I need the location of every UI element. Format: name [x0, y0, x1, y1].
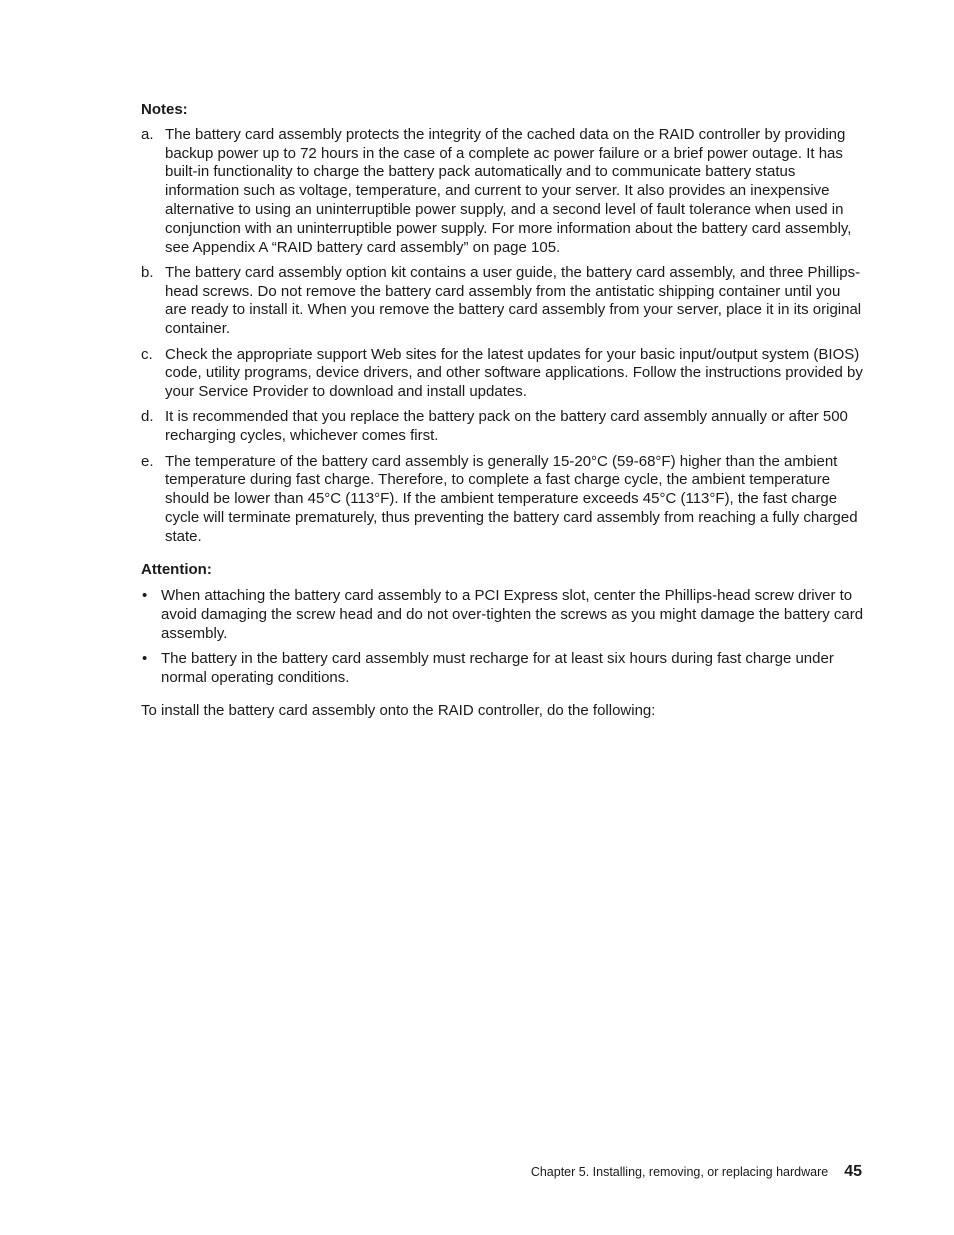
note-text: The battery card assembly protects the integrity of the cached data on the RAID controller by providing backup power up to 72 hours in the case of a complete ac power failure or a brief power outage. It has built-in functionality to charge the battery pack automatically and to communicate battery status information such as voltage, temperature, and current to your server. It also provides an inexpensive alternative to using an uninterruptible power supply, and a second level of fault tolerance when used in conjunction with an uninterruptible power supply. For more information about the battery card assembly, see Appendix A “RAID battery card assembly” on page 105. — [165, 125, 852, 256]
attention-text: When attaching the battery card assembly to a PCI Express slot, center the Phillips-head screw driver to avoid damaging the screw head and do not over-tighten the screws as you might damage the battery card assembly. — [161, 587, 864, 642]
note-marker: d. — [141, 408, 154, 426]
note-item-d — [141, 408, 865, 446]
note-item-c — [141, 346, 865, 402]
attention-item — [141, 650, 865, 688]
note-item-a — [141, 126, 865, 258]
attention-text: The battery in the battery card assembly must recharge for at least six hours during fast charge under normal operating conditions. — [161, 650, 834, 687]
note-text: Check the appropriate support Web sites for the latest updates for your basic input/output system (BIOS) code, utility programs, device drivers, and other software applications. Follow the instructions provided by your Service Provider to download and install updates. — [165, 345, 863, 401]
notes-heading: Notes: — [141, 101, 188, 118]
note-marker: e. — [141, 452, 154, 470]
notes-list — [141, 126, 865, 547]
page-number: 45 — [844, 1163, 862, 1180]
attention-heading: Attention: — [141, 560, 212, 578]
note-marker: a. — [141, 125, 154, 143]
page-footer — [531, 1163, 862, 1181]
note-text: The temperature of the battery card assembly is generally 15-20°C (59-68°F) higher than the ambient temperature during fast charge. Therefore, to complete a fast charge cycle, the ambient temperature should be lower than 45°C (113°F). If the ambient temperature exceeds 45°C (113°F), the fast charge cycle will terminate prematurely, thus preventing the battery card assembly from reaching a fully charged state. — [165, 452, 858, 545]
page-content — [141, 101, 865, 721]
note-item-e — [141, 453, 865, 547]
note-item-b — [141, 264, 865, 339]
closing-paragraph: To install the battery card assembly onto the RAID controller, do the following: — [141, 701, 656, 719]
note-text: It is recommended that you replace the battery pack on the battery card assembly annually or after 500 recharging cycles, whichever comes first. — [165, 408, 848, 445]
note-marker: c. — [141, 345, 153, 363]
bullet-icon: • — [142, 650, 148, 668]
bullet-icon: • — [142, 587, 148, 605]
note-marker: b. — [141, 263, 154, 281]
attention-list — [141, 587, 865, 687]
attention-item — [141, 587, 865, 643]
note-text: The battery card assembly option kit contains a user guide, the battery card assembly, and three Phillips-head screws. Do not remove the battery card assembly from the antistatic shipping container until you are ready to install it. When you remove the battery card assembly from your server, place it in its original container. — [165, 263, 862, 338]
footer-chapter-title: Chapter 5. Installing, removing, or replacing hardware — [530, 1165, 829, 1179]
